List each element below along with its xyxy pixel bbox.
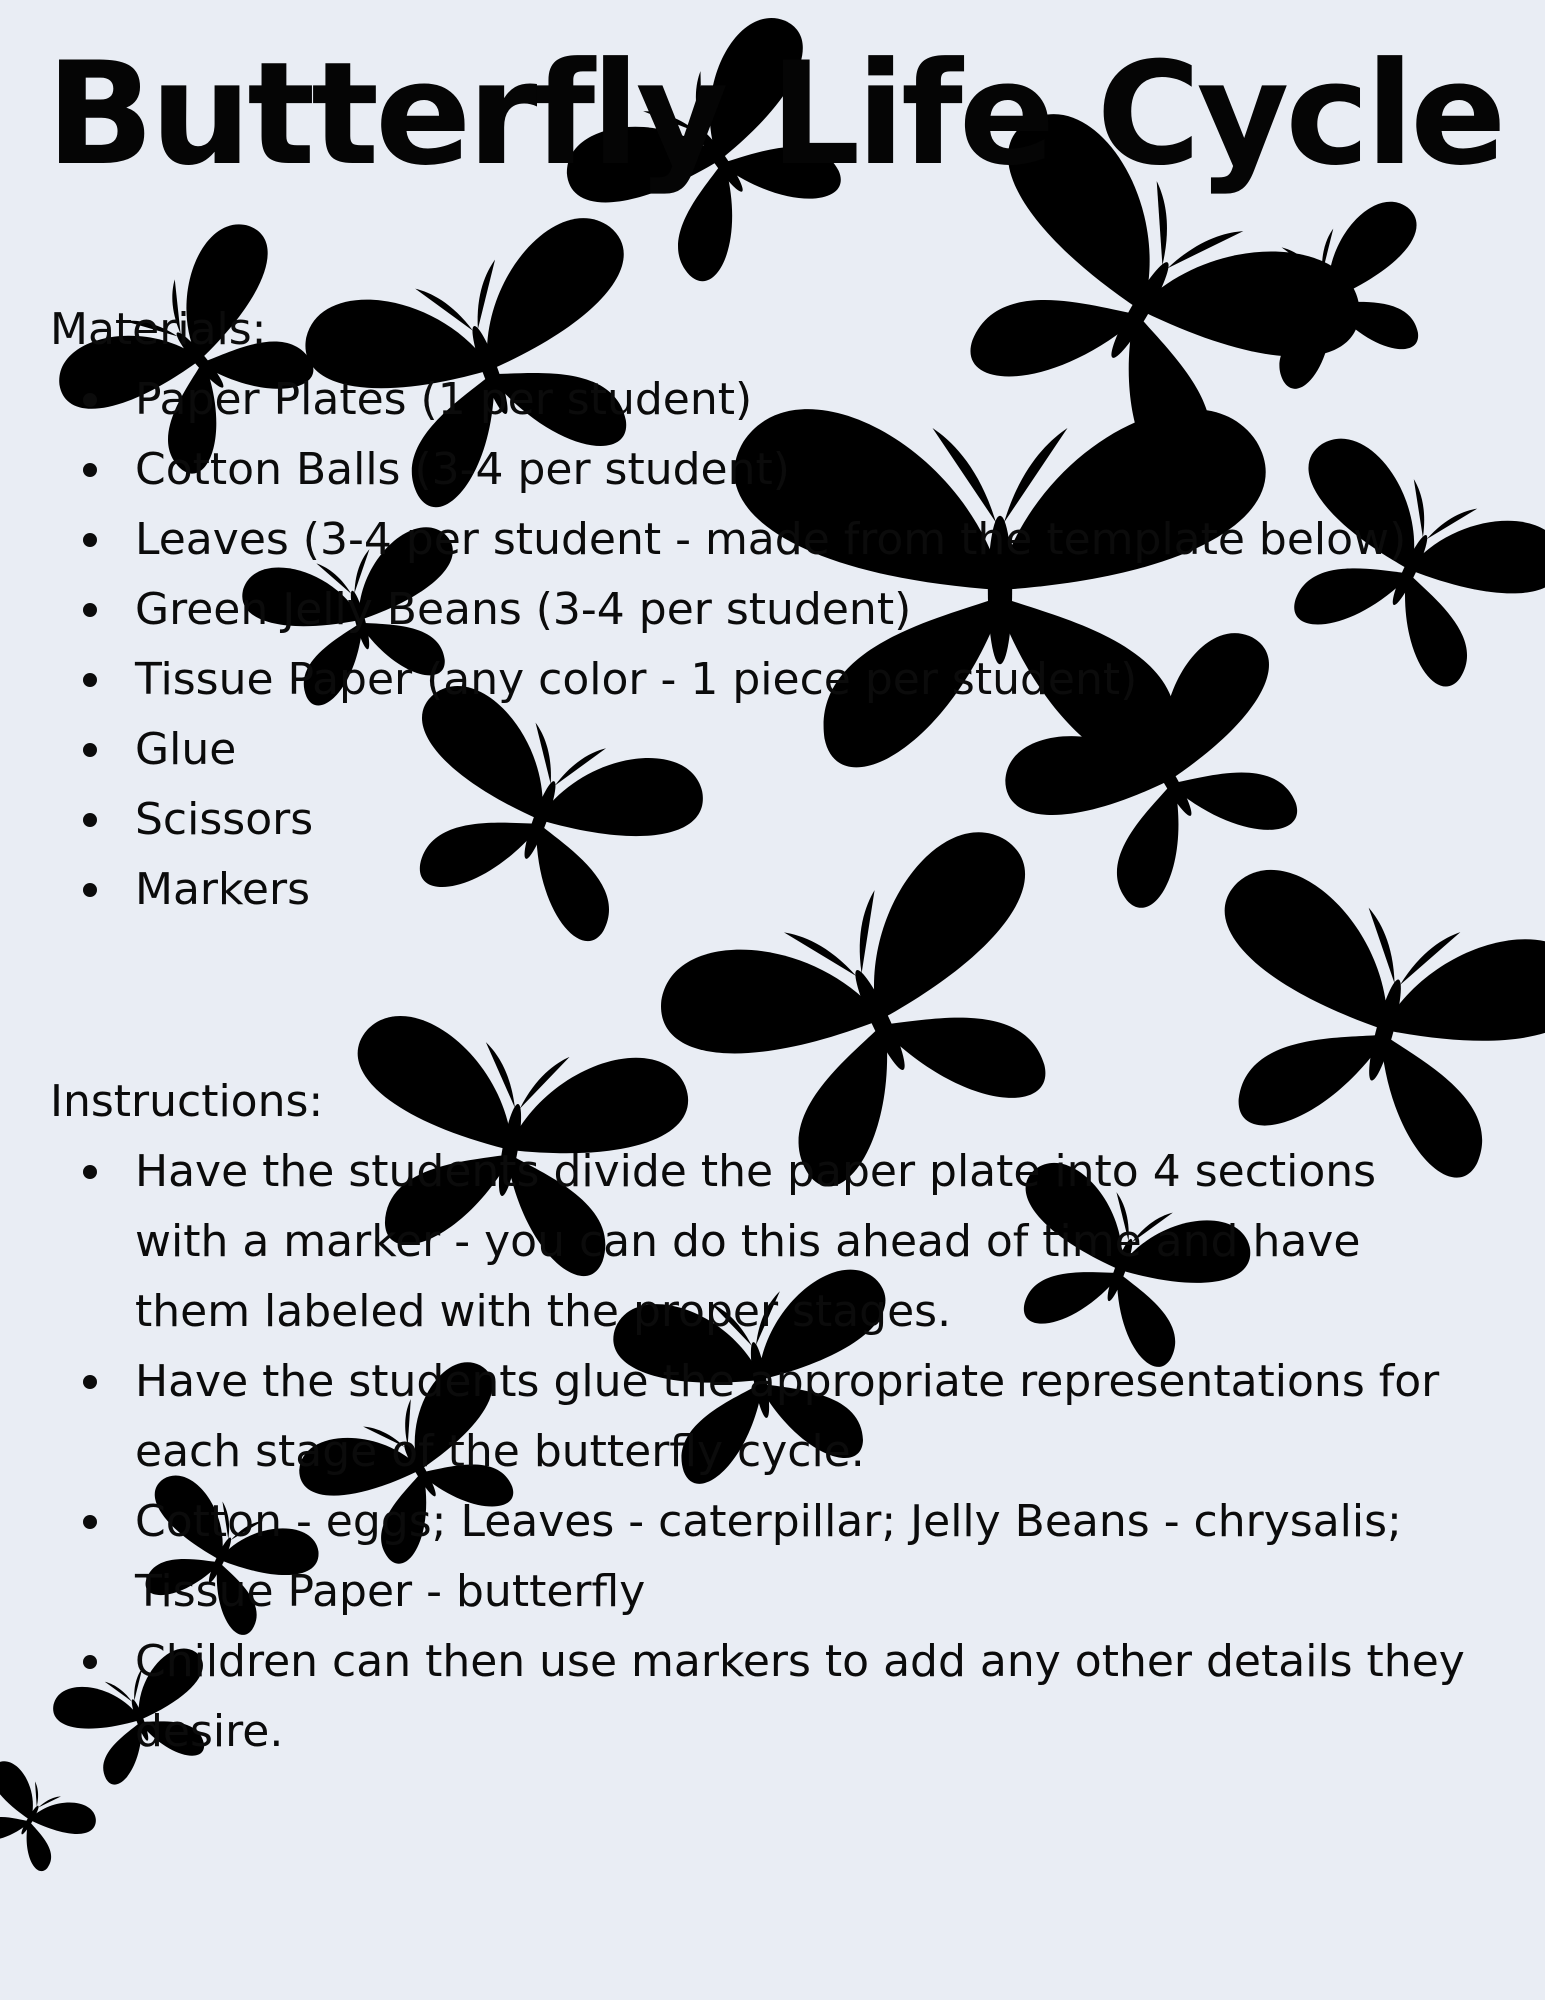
bullet-icon xyxy=(83,533,97,547)
list-item xyxy=(135,855,1465,925)
bullet-icon xyxy=(83,883,97,897)
material-text: Markers xyxy=(135,864,311,915)
bullet-icon xyxy=(83,1375,97,1389)
bullet-icon xyxy=(83,813,97,827)
instruction-text: Cotton - eggs; Leaves - caterpillar; Jelly Beans - chrysalis; Tissue Paper - butterfly xyxy=(135,1496,1402,1617)
material-text: Glue xyxy=(135,724,237,775)
material-text: Tissue Paper (any color - 1 piece per student) xyxy=(135,654,1138,705)
material-text: Cotton Balls (3-4 per student) xyxy=(135,444,790,495)
list-item xyxy=(135,1347,1465,1487)
bullet-icon xyxy=(83,393,97,407)
list-item xyxy=(135,1137,1465,1347)
instructions-list xyxy=(135,1137,1465,1767)
list-item xyxy=(135,435,1465,505)
list-item xyxy=(135,715,1465,785)
material-text: Leaves (3-4 per student - made from the template below) xyxy=(135,514,1407,565)
bullet-icon xyxy=(83,1165,97,1179)
page-title: Butterfly Life Cycle xyxy=(46,32,1503,197)
instruction-text: Have the students glue the appropriate representations for each stage of the butterfly cycle. xyxy=(135,1356,1440,1477)
list-item xyxy=(135,575,1465,645)
list-item xyxy=(135,1627,1465,1767)
bullet-icon xyxy=(83,1515,97,1529)
bullet-icon xyxy=(83,603,97,617)
materials-heading: Materials: xyxy=(50,304,267,355)
bullet-icon xyxy=(83,463,97,477)
material-text: Scissors xyxy=(135,794,314,845)
list-item xyxy=(135,1487,1465,1627)
bullet-icon xyxy=(83,1655,97,1669)
instruction-text: Children can then use markers to add any other details they desire. xyxy=(135,1636,1465,1757)
materials-list xyxy=(135,365,1465,925)
bullet-icon xyxy=(83,673,97,687)
list-item xyxy=(135,505,1465,575)
instruction-text: Have the students divide the paper plate into 4 sections with a marker - you can do this ahead of time and have them labeled with the proper stages. xyxy=(135,1146,1377,1337)
instructions-heading: Instructions: xyxy=(50,1076,324,1127)
material-text: Green Jelly Beans (3-4 per student) xyxy=(135,584,912,635)
material-text: Paper Plates (1 per student) xyxy=(135,374,753,425)
bullet-icon xyxy=(83,743,97,757)
list-item xyxy=(135,785,1465,855)
list-item xyxy=(135,365,1465,435)
list-item xyxy=(135,645,1465,715)
